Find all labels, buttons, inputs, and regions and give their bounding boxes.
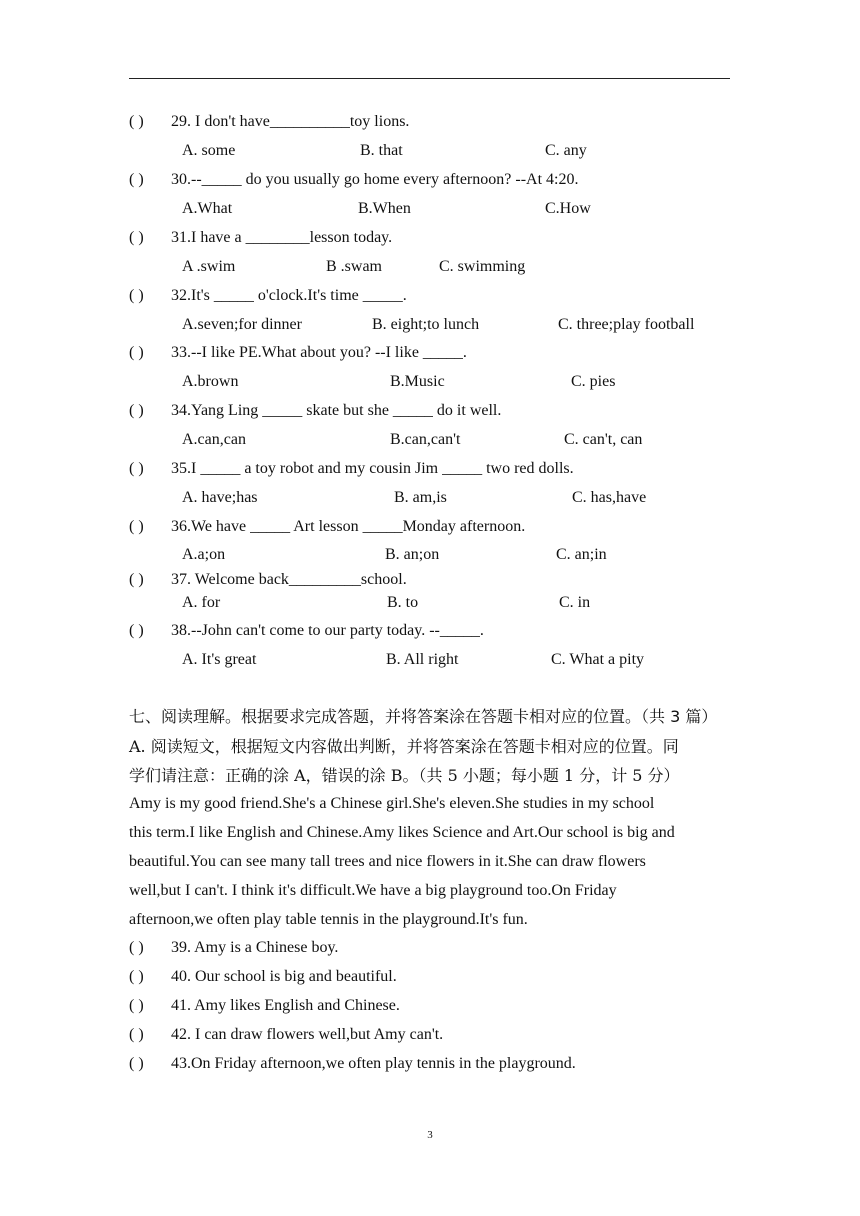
option-b: B. an;on xyxy=(385,546,440,563)
option-a: A. It's great xyxy=(182,651,257,668)
option-c: C. three;play football xyxy=(558,316,695,333)
option-b: B.When xyxy=(358,200,411,217)
option-b: B. am,is xyxy=(394,489,447,506)
answer-blank[interactable]: ( ) xyxy=(129,113,144,130)
answer-blank[interactable]: ( ) xyxy=(129,939,144,956)
question-text: 31.I have a ________lesson today. xyxy=(171,229,393,246)
option-c: C. swimming xyxy=(439,258,526,275)
answer-blank[interactable]: ( ) xyxy=(129,229,144,246)
answer-blank[interactable]: ( ) xyxy=(129,460,144,477)
statement-text: 42. I can draw flowers well,but Amy can't. xyxy=(171,1026,444,1043)
answer-blank[interactable]: ( ) xyxy=(129,571,144,588)
section-heading: 七、阅读理解。根据要求完成答题，并将答案涂在答题卡相对应的位置。（共 3 篇） xyxy=(129,707,718,726)
option-a: A .swim xyxy=(182,258,236,275)
question-text: 38.--John can't come to our party today. --_____. xyxy=(171,622,484,639)
option-b: B. that xyxy=(360,142,403,159)
option-c: C. in xyxy=(559,594,591,611)
question-text: 32.It's _____ o'clock.It's time _____. xyxy=(171,287,407,304)
answer-blank[interactable]: ( ) xyxy=(129,402,144,419)
question-text: 29. I don't have__________toy lions. xyxy=(171,113,410,130)
question-text: 36.We have _____ Art lesson _____Monday afternoon. xyxy=(171,518,526,535)
option-c: C.How xyxy=(545,200,591,217)
passage-line: this term.I like English and Chinese.Amy likes Science and Art.Our school is big and xyxy=(129,824,675,841)
passage-line: afternoon,we often play table tennis in the playground.It's fun. xyxy=(129,911,528,928)
part-a-instruction-line1: A. 阅读短文，根据短文内容做出判断，并将答案涂在答题卡相对应的位置。同 xyxy=(129,737,679,756)
question-text: 33.--I like PE.What about you? --I like _____. xyxy=(171,344,467,361)
option-a: A. some xyxy=(182,142,236,159)
option-a: A.seven;for dinner xyxy=(182,316,302,333)
option-a: A.a;on xyxy=(182,546,226,563)
answer-blank[interactable]: ( ) xyxy=(129,287,144,304)
answer-blank[interactable]: ( ) xyxy=(129,344,144,361)
option-c: C. has,have xyxy=(572,489,647,506)
option-a: A. have;has xyxy=(182,489,258,506)
answer-blank[interactable]: ( ) xyxy=(129,622,144,639)
option-c: C. pies xyxy=(571,373,616,390)
header-rule xyxy=(129,78,730,79)
question-text: 30.--_____ do you usually go home every afternoon? --At 4:20. xyxy=(171,171,579,188)
option-b: B. eight;to lunch xyxy=(372,316,480,333)
option-c: C. any xyxy=(545,142,587,159)
statement-text: 43.On Friday afternoon,we often play tennis in the playground. xyxy=(171,1055,576,1072)
answer-blank[interactable]: ( ) xyxy=(129,997,144,1014)
option-b: B .swam xyxy=(326,258,382,275)
passage-line: Amy is my good friend.She's a Chinese girl.She's eleven.She studies in my school xyxy=(129,795,655,812)
answer-blank[interactable]: ( ) xyxy=(129,1055,144,1072)
part-a-instruction-line2: 学们请注意：正确的涂 A，错误的涂 B。（共 5 小题；每小题 1 分，计 5 分） xyxy=(129,766,680,785)
answer-blank[interactable]: ( ) xyxy=(129,518,144,535)
answer-blank[interactable]: ( ) xyxy=(129,968,144,985)
option-c: C. an;in xyxy=(556,546,607,563)
passage-line: beautiful.You can see many tall trees and nice flowers in it.She can draw flowers xyxy=(129,853,646,870)
option-b: B. to xyxy=(387,594,419,611)
question-text: 34.Yang Ling _____ skate but she _____ do it well. xyxy=(171,402,502,419)
option-c: C. can't, can xyxy=(564,431,643,448)
option-b: B.can,can't xyxy=(390,431,461,448)
question-text: 35.I _____ a toy robot and my cousin Jim _____ two red dolls. xyxy=(171,460,574,477)
statement-text: 39. Amy is a Chinese boy. xyxy=(171,939,339,956)
statement-text: 40. Our school is big and beautiful. xyxy=(171,968,397,985)
passage-line: well,but I can't. I think it's difficult.We have a big playground too.On Friday xyxy=(129,882,617,899)
question-text: 37. Welcome back_________school. xyxy=(171,571,407,588)
option-a: A.can,can xyxy=(182,431,246,448)
option-b: B.Music xyxy=(390,373,445,390)
option-a: A.brown xyxy=(182,373,239,390)
answer-blank[interactable]: ( ) xyxy=(129,1026,144,1043)
option-c: C. What a pity xyxy=(551,651,645,668)
statement-text: 41. Amy likes English and Chinese. xyxy=(171,997,400,1014)
page-number: 3 xyxy=(427,1129,433,1141)
option-b: B. All right xyxy=(386,651,459,668)
option-a: A.What xyxy=(182,200,233,217)
answer-blank[interactable]: ( ) xyxy=(129,171,144,188)
option-a: A. for xyxy=(182,594,221,611)
